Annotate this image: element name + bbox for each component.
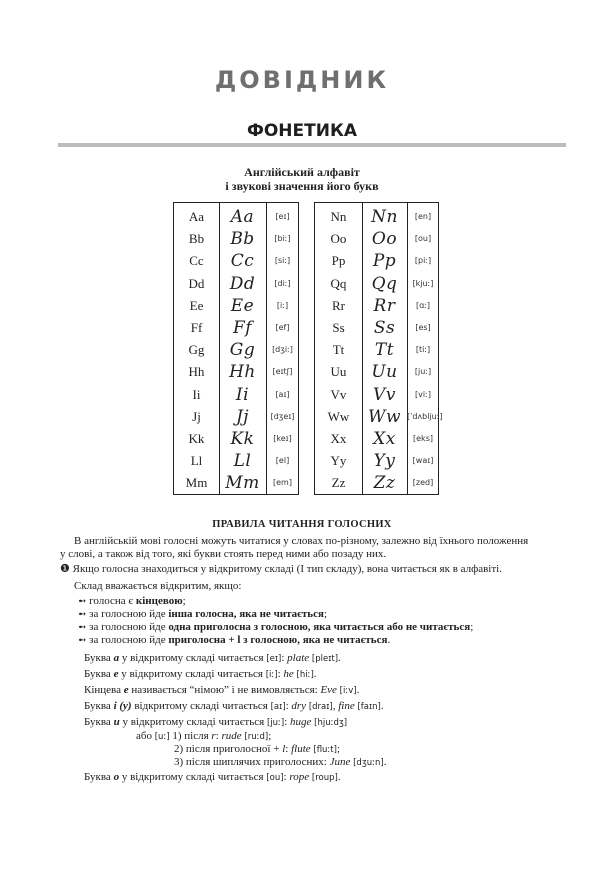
alphabet-row	[315, 251, 438, 273]
alphabet-title-line2: і звукові значення його букв	[225, 179, 379, 193]
bullet-end: ;	[182, 595, 186, 607]
letter-transcription: [zed]	[412, 478, 434, 488]
letter-script: Ll	[233, 451, 252, 472]
rule-ipa: [iː]	[265, 670, 278, 680]
rule-text: у відкритому складі читається	[119, 652, 267, 664]
alphabet-row	[315, 340, 438, 362]
bullet-bold: кінцевою	[135, 595, 183, 607]
section-divider	[58, 143, 566, 147]
rule-ipa: [aɪ]	[270, 702, 286, 712]
bullet-text: за голосною йде	[89, 634, 169, 646]
letter-print: Ii	[192, 386, 201, 402]
letter-print: Kk	[188, 431, 205, 446]
alphabet-row	[174, 429, 298, 451]
rule-text: Буква	[84, 700, 114, 712]
letter-print: Ll	[190, 453, 203, 469]
letter-transcription: [biː]	[274, 234, 291, 244]
letter-print: Oo	[330, 231, 347, 247]
letter-print: Pp	[331, 253, 346, 269]
rule-word: huge	[290, 716, 312, 728]
rule-text: Буква	[84, 652, 114, 664]
letter-print: Ss	[332, 320, 345, 335]
letter-print: Mm	[185, 475, 208, 491]
letter-transcription: [eɪtʃ]	[272, 367, 293, 377]
alphabet-row	[315, 451, 438, 473]
letter-print: Jj	[192, 408, 201, 424]
letter-script: Kk	[230, 429, 255, 449]
letter-script: Mm	[225, 473, 260, 494]
rule-word-ipa: [hiː]	[296, 670, 314, 680]
rule-word-ipa: [pleɪt]	[311, 654, 339, 664]
bullet-end: ;	[470, 621, 474, 633]
letter-transcription: [ef]	[275, 323, 290, 332]
letter-script: Qq	[371, 273, 398, 294]
bullet-end: ;	[323, 608, 328, 620]
bullet-item-4	[78, 634, 390, 647]
section-title: ФОНЕТИКА	[246, 121, 358, 141]
letter-print: Ww	[327, 408, 350, 424]
letter-script: Xx	[373, 429, 396, 449]
alphabet-row	[315, 296, 438, 318]
rule-text: Буква	[84, 716, 114, 728]
bullet-item-2	[78, 608, 327, 621]
letter-transcription: [ou]	[414, 234, 432, 244]
rule-ipa: [uː]	[154, 732, 170, 742]
rule-text: у відкритому складі читається	[119, 716, 267, 728]
rule-text: 2) після приголосної +	[174, 743, 283, 755]
letter-script: Ss	[373, 318, 396, 338]
letter-script: Rr	[373, 295, 396, 316]
alphabet-row	[174, 362, 298, 384]
alphabet-row	[174, 229, 298, 251]
rule-ipa: [eɪ]	[266, 654, 282, 664]
alphabet-table	[173, 202, 443, 495]
rule-word-ipa: [hjuːdʒ]	[314, 718, 348, 728]
rule-end: .	[313, 668, 317, 680]
letter-script: Cc	[230, 251, 255, 272]
open-syllable-text: Склад вважається відкритим, якщо:	[74, 580, 242, 592]
rule-text: у відкритому складі читається	[119, 771, 267, 783]
rule-u-case-2	[174, 743, 340, 757]
rule-text: Кінцева	[84, 684, 124, 696]
alphabet-row	[174, 251, 298, 273]
page-title: ДОВІДНИК	[214, 66, 390, 94]
alphabet-row	[174, 473, 298, 495]
alphabet-row	[315, 406, 443, 429]
alphabet-row	[174, 385, 298, 407]
alphabet-title	[0, 165, 604, 193]
rule-text: або	[136, 730, 155, 742]
rule-letter-i	[84, 700, 384, 714]
letter-transcription: [aɪ]	[275, 389, 290, 399]
letter-transcription: [dʒeɪ]	[270, 411, 295, 421]
rule-text: відкритому складі читається	[131, 700, 271, 712]
letter-script: Tt	[374, 340, 395, 361]
letter-script: Pp	[372, 251, 397, 272]
rule-letter-e	[84, 668, 317, 682]
alphabet-row	[315, 318, 438, 340]
rule-end: .	[337, 771, 341, 783]
rule-letter-a	[84, 652, 341, 666]
rule-word: plate	[287, 652, 310, 664]
rule-letter: i (y)	[113, 700, 132, 712]
alphabet-row	[174, 451, 298, 473]
letter-script: Gg	[229, 340, 256, 361]
alphabet-title-line1: Англійський алфавіт	[244, 165, 360, 179]
letter-transcription: [viː]	[415, 389, 431, 399]
alphabet-table-left	[173, 202, 299, 495]
rule-letter: e	[123, 684, 129, 696]
letter-script: Ee	[230, 295, 255, 316]
rule-word-ipa: [iːv]	[339, 686, 357, 696]
rule-end: .	[380, 700, 384, 712]
letter-script: Nn	[371, 207, 398, 227]
letter-script: Yy	[373, 451, 396, 472]
rule-word: he	[283, 668, 294, 680]
letter-transcription: [juː]	[414, 367, 432, 377]
rules-title: ПРАВИЛА ЧИТАННЯ ГОЛОСНИХ	[212, 519, 392, 530]
bullet-end: .	[387, 634, 391, 646]
rule-end: ;	[336, 743, 341, 755]
rule-word-ipa: [roup]	[311, 773, 338, 783]
alphabet-row	[174, 407, 298, 429]
letter-transcription: [ˈdʌbljuː]	[407, 411, 443, 421]
letter-transcription: [el]	[275, 456, 290, 466]
letter-transcription: [kjuː]	[412, 278, 434, 288]
letter-print: Nn	[330, 209, 347, 224]
bullet-arrow-icon: ➻	[78, 609, 87, 620]
letter-script: Zz	[373, 473, 396, 494]
rule-word: fine	[338, 700, 355, 712]
rule-letter-u	[84, 716, 347, 730]
letter-transcription: [dʒiː]	[272, 345, 293, 355]
letter-print: Cc	[189, 253, 204, 269]
letter-transcription: [siː]	[274, 256, 291, 266]
letter-print: Xx	[330, 431, 347, 446]
bullet-text: за голосною йде	[89, 608, 169, 620]
letter-transcription: [es]	[415, 323, 431, 332]
rule-end: .	[338, 652, 341, 664]
rule-text: Буква	[84, 771, 114, 783]
letter-print: Yy	[330, 453, 347, 469]
bullet-arrow-icon: ➻	[78, 622, 87, 633]
alphabet-row	[315, 207, 438, 229]
rule-sep: :	[277, 668, 284, 680]
letter-print: Rr	[332, 297, 345, 313]
bullet-bold: одна приголосна з голосною, яка читається або не читається	[168, 621, 471, 633]
letter-script: Vv	[373, 384, 396, 405]
letter-print: Aa	[188, 209, 205, 224]
rule-letter: a	[113, 652, 120, 664]
rule-sep: :	[281, 652, 288, 664]
letter-script: Ii	[235, 384, 250, 405]
letter-print: Qq	[330, 275, 347, 291]
rule-letter: r	[211, 730, 216, 742]
letter-script: Dd	[229, 273, 256, 294]
letter-print: Gg	[188, 342, 205, 358]
rule-letter: e	[113, 668, 119, 680]
letter-transcription: [ɑː]	[415, 300, 430, 310]
bullet-bold: інша голосна, яка не читається	[168, 608, 324, 620]
rule-sep: ,	[332, 700, 339, 712]
rule-end: .	[356, 684, 360, 696]
alphabet-row	[174, 340, 298, 362]
rule-word-ipa: [fluːt]	[313, 745, 337, 755]
alphabet-row	[315, 229, 438, 251]
bullet-item-3	[78, 621, 473, 634]
letter-transcription: [piː]	[414, 256, 432, 266]
bullet-arrow-icon: ➻	[78, 635, 87, 646]
point-1-text: Якщо голосна знаходиться у відкритому складі (І тип складу), вона читається як в алфавіті.	[72, 563, 502, 575]
letter-print: Uu	[330, 364, 347, 380]
rule-word-ipa: [ruːd]	[244, 732, 269, 742]
bullet-item-1	[78, 595, 186, 608]
bullet-arrow-icon: ➻	[78, 596, 87, 607]
alphabet-table-right	[314, 202, 443, 495]
alphabet-row	[174, 296, 298, 318]
letter-transcription: [diː]	[274, 278, 291, 288]
rule-word-ipa: [draɪ]	[308, 702, 333, 712]
rule-sep: :	[284, 716, 290, 728]
rule-word: Eve	[320, 684, 337, 696]
alphabet-row	[315, 385, 438, 407]
letter-print: Ff	[190, 320, 203, 335]
letter-transcription: [em]	[273, 478, 292, 488]
rule-ipa: [ou]	[266, 773, 284, 783]
rule-word-ipa: [dʒuːn]	[353, 758, 384, 768]
rule-word: flute	[291, 743, 311, 755]
bullet-bold: приголосна + l з голосною, яка не читається	[168, 634, 388, 646]
letter-transcription: [waɪ]	[412, 456, 434, 466]
rule-u-case-3	[174, 756, 386, 770]
alphabet-row	[174, 207, 298, 229]
alphabet-row	[174, 274, 298, 296]
letter-script: Bb	[230, 229, 255, 250]
letter-script: Aa	[230, 207, 255, 227]
alphabet-row	[315, 473, 438, 495]
letter-script: Ff	[232, 318, 253, 338]
rule-ipa: [juː]	[266, 718, 285, 728]
letter-transcription: [tiː]	[415, 345, 431, 355]
alphabet-row	[315, 429, 438, 451]
rule-word: June	[329, 756, 351, 768]
letter-script: Oo	[371, 229, 398, 250]
alphabet-row	[174, 318, 298, 340]
rule-end: ;	[268, 730, 272, 742]
letter-print: Hh	[188, 364, 205, 380]
rule-letter: o	[113, 771, 120, 783]
rule-text: у відкритому складі читається	[118, 668, 266, 680]
rule-final-e	[84, 684, 359, 698]
rule-text: 3) після шиплячих приголосних:	[174, 756, 330, 768]
alphabet-row	[315, 274, 438, 296]
rule-word: dry	[291, 700, 307, 712]
letter-script: Jj	[235, 406, 250, 427]
letter-script: Uu	[371, 362, 398, 383]
rule-word: rude	[221, 730, 242, 742]
intro-line2: у слові, а також від того, які букви стоять перед ними або позаду них.	[60, 548, 387, 560]
letter-script: Ww	[367, 406, 402, 427]
rule-sep: :	[215, 730, 222, 742]
rule-letter-o	[84, 771, 341, 785]
rule-end: .	[383, 756, 387, 768]
rule-text: називається “німою” і не вимовляється:	[128, 684, 321, 696]
letter-transcription: [en]	[414, 212, 432, 221]
letter-print: Zz	[331, 475, 346, 491]
rule-letter: l	[282, 743, 286, 755]
point-1-marker: ❶	[60, 563, 70, 575]
letter-transcription: [keɪ]	[273, 434, 292, 443]
bullet-text: за голосною йде	[89, 621, 169, 633]
rule-sep: :	[283, 771, 290, 783]
intro-line1: В англійській мові голосні можуть читатися у словах по-різному, залежно від їхнього положення	[74, 535, 529, 547]
rule-u-case-1	[136, 730, 271, 744]
rule-point-1	[60, 563, 502, 576]
letter-script: Hh	[229, 362, 256, 383]
letter-transcription: [eɪ]	[275, 212, 290, 221]
letter-transcription: [eks]	[413, 434, 433, 443]
letter-print: Ee	[189, 297, 204, 313]
letter-print: Bb	[188, 231, 205, 247]
rule-sep: :	[285, 743, 292, 755]
rule-word: rope	[289, 771, 310, 783]
letter-transcription: [iː]	[276, 300, 289, 310]
letter-print: Dd	[188, 275, 205, 291]
letter-print: Vv	[330, 386, 347, 402]
rule-word-ipa: [faɪn]	[357, 702, 381, 712]
rule-sep: :	[285, 700, 292, 712]
rule-text: Буква	[84, 668, 114, 680]
alphabet-row	[315, 362, 438, 384]
rule-text: 1) після	[169, 730, 212, 742]
bullet-text: голосна є	[89, 595, 136, 607]
letter-print: Tt	[332, 342, 345, 358]
rule-letter: u	[113, 716, 120, 728]
